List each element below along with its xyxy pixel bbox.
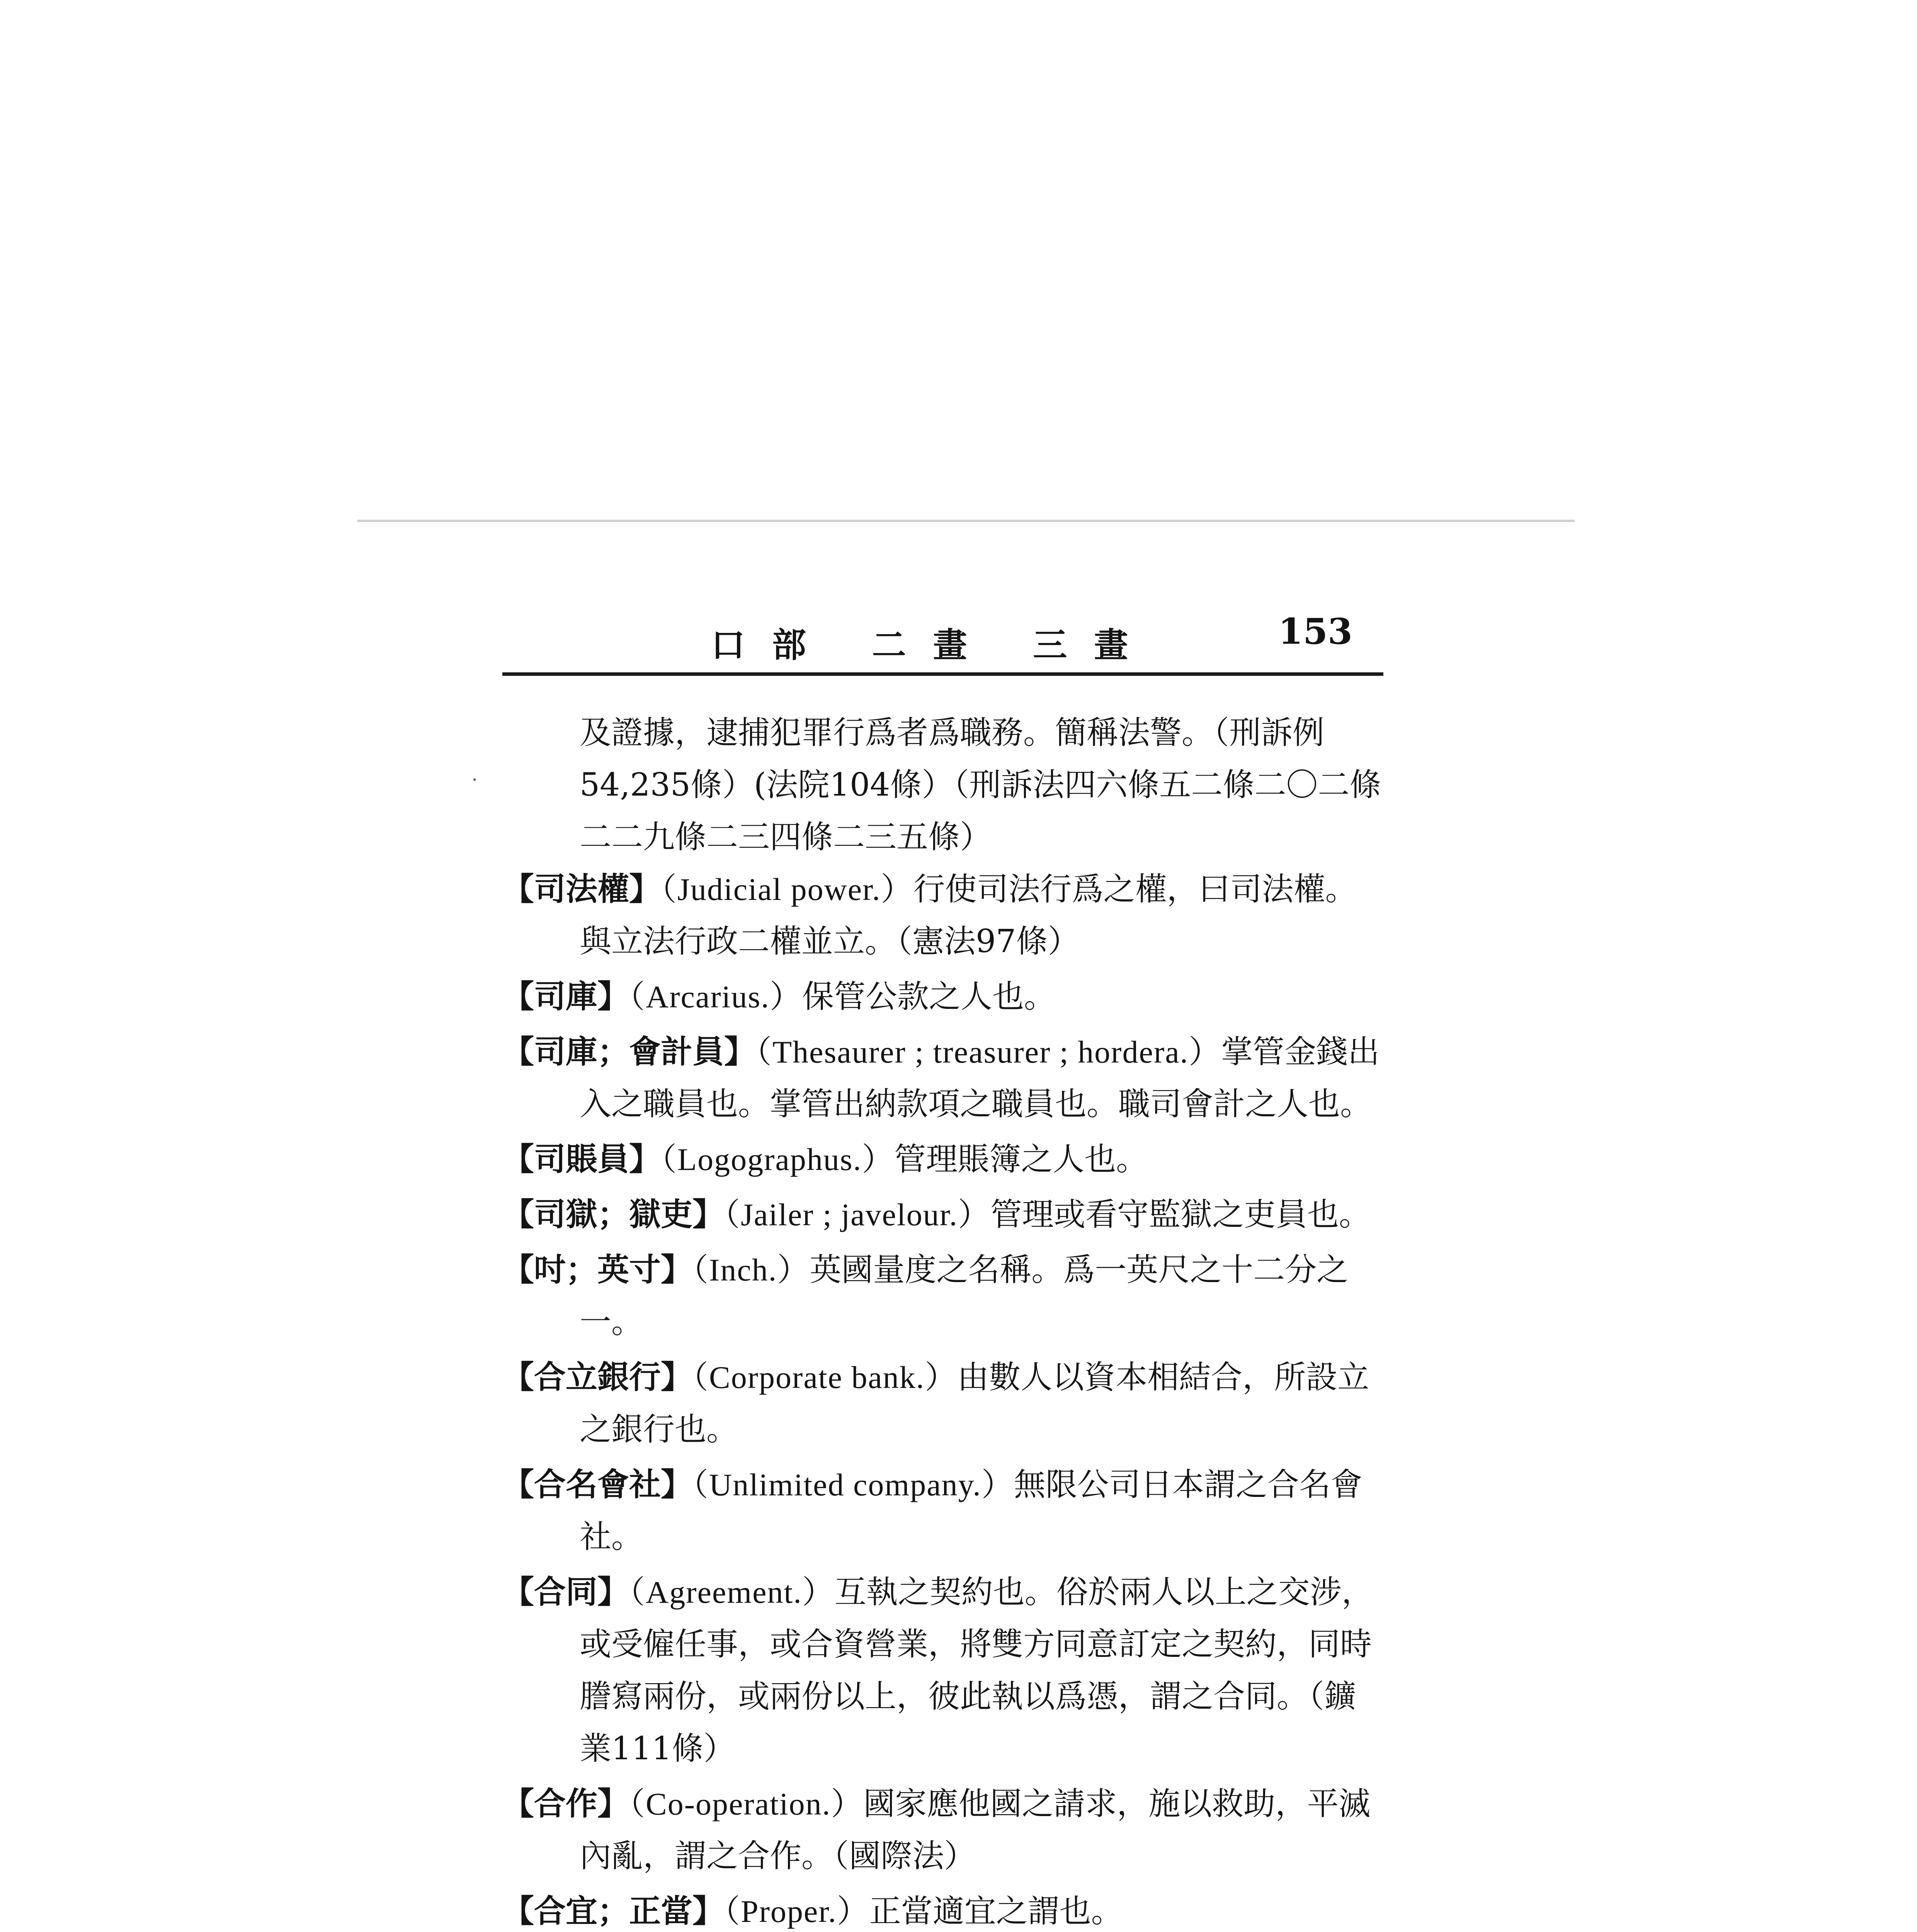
dictionary-entry: [502, 971, 1383, 1023]
entry-headword: 【司賬員】: [502, 1141, 661, 1178]
entry-english-gloss: （Corporate bank.）: [692, 1360, 958, 1395]
dictionary-entry: [502, 863, 1383, 968]
entry-headword: 【合名會社】: [502, 1466, 693, 1503]
dictionary-entry: [502, 1026, 1383, 1130]
entry-english-gloss: （Jailer ; javelour.）: [724, 1197, 991, 1232]
entry-definition: 正當適宜之謂也。: [869, 1893, 1123, 1930]
entry-english-gloss: （Arcarius.）: [629, 979, 802, 1014]
entry-headword: 【合同】: [502, 1573, 629, 1611]
dictionary-entry: [502, 1189, 1383, 1241]
entry-english-gloss: （Judicial power.）: [661, 872, 913, 907]
entry-headword: 【合宜；正當】: [502, 1893, 725, 1930]
dictionary-entry: [502, 1351, 1383, 1456]
entry-list: [471, 676, 1383, 1932]
entry-headword: 【司法權】: [502, 871, 661, 908]
scan-edge-rule: [357, 520, 1575, 522]
dictionary-entry: [502, 1133, 1383, 1185]
dictionary-entry: [502, 1885, 1383, 1932]
entry-definition: 管理或看守監獄之吏員也。: [990, 1196, 1371, 1233]
entry-definition: 國家應他國之請求，施以救助，平滅內亂，謂之合作。（國際法）: [580, 1786, 1371, 1874]
margin-dot: ·: [471, 769, 478, 792]
section-label: 口部 二畫 三畫: [711, 625, 1155, 665]
entry-definition: 英國量度之名稱。爲一英尺之十二分之一。: [580, 1252, 1349, 1340]
entry-headword: 【合立銀行】: [502, 1359, 693, 1396]
entry-english-gloss: （Thesaurer ; treasurer ; hordera.）: [756, 1034, 1221, 1070]
page-number: 153: [1278, 611, 1352, 652]
running-head: [502, 607, 1383, 676]
dictionary-entry: [502, 1459, 1383, 1563]
entry-definition: 管理賬簿之人也。: [894, 1141, 1148, 1178]
entry-headword: 【司庫；會計員】: [502, 1033, 756, 1070]
entry-english-gloss: （Unlimited company.）: [692, 1467, 1014, 1502]
entry-definition: 無限公司日本謂之合名會社。: [580, 1466, 1362, 1555]
entry-continuation: 及證據，逮捕犯罪行爲者爲職務。簡稱法警。（刑訴例54,235條）(法院104條）（刑訴法四六條五二條二〇二條二二九條二三四條二三五條）: [580, 714, 1381, 855]
entry-headword: 【合作】: [502, 1785, 629, 1822]
entry-english-gloss: （Co-operation.）: [629, 1786, 864, 1821]
entry-english-gloss: （Proper.）: [724, 1894, 869, 1929]
dictionary-entry: [502, 1244, 1383, 1348]
dictionary-entry: [502, 1566, 1383, 1775]
dictionary-entry: [502, 1778, 1383, 1882]
entry-definition: 由數人以資本相結合，所設立之銀行也。: [580, 1359, 1369, 1448]
entry-english-gloss: （Inch.）: [692, 1252, 810, 1287]
entry-definition: 互執之契約也。俗於兩人以上之交涉，或受僱任事，或合資營業，將雙方同意訂定之契約，同時謄寫兩份，或兩份以上，彼此執以爲憑，謂之合同。（鑛業111條）: [580, 1574, 1373, 1767]
entry-definition: 行使司法行爲之權，曰司法權。與立法行政二權並立。（憲法97條）: [580, 871, 1357, 960]
entry-headword: 【司獄；獄吏】: [502, 1196, 725, 1233]
entry-definition: 掌管金錢出入之職員也。掌管出納款項之職員也。職司會計之人也。: [580, 1034, 1380, 1122]
entry-english-gloss: （Agreement.）: [629, 1575, 835, 1610]
entry-headword: 【司庫】: [502, 978, 629, 1015]
entry-headword: 【吋；英寸】: [502, 1251, 693, 1288]
dictionary-page: [471, 607, 1383, 1932]
entry-definition: 保管公款之人也。: [802, 978, 1056, 1015]
entry-english-gloss: （Logographus.）: [661, 1142, 895, 1177]
